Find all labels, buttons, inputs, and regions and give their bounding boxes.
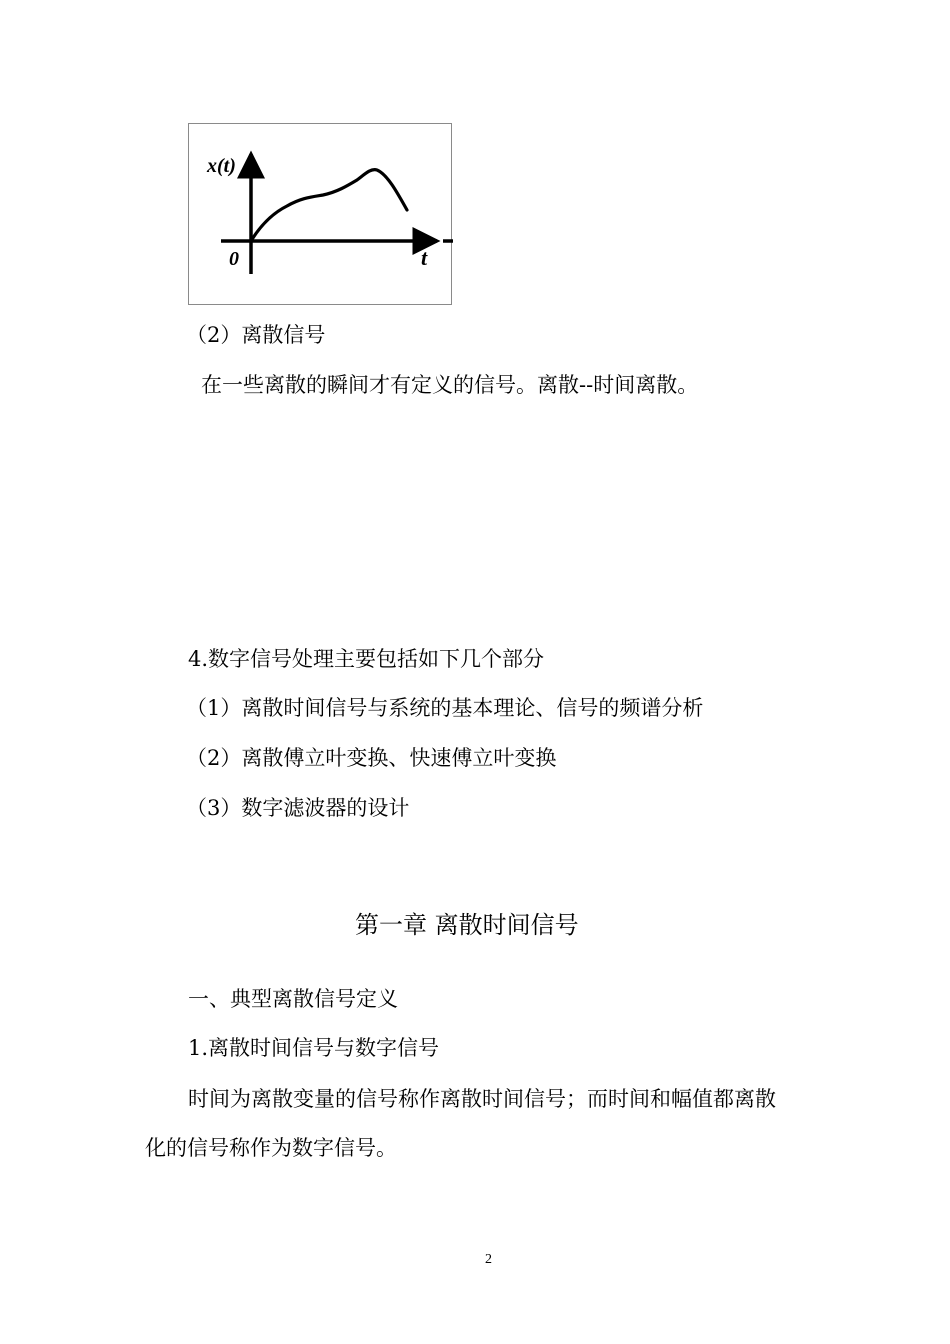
discrete-signal-heading: （2）离散信号 xyxy=(186,323,326,347)
y-axis-label: x(t) xyxy=(207,155,236,177)
origin-label: 0 xyxy=(229,248,239,270)
chapter-title: 第一章 离散时间信号 xyxy=(355,911,579,939)
dsp-item-1: （1）离散时间信号与系统的基本理论、信号的频谱分析 xyxy=(186,696,704,720)
dsp-item-2: （2）离散傅立叶变换、快速傅立叶变换 xyxy=(186,746,557,770)
page-number: 2 xyxy=(485,1252,492,1267)
paragraph-line-2: 化的信号称作为数字信号。 xyxy=(145,1136,397,1160)
subsection-title: 1.离散时间信号与数字信号 xyxy=(188,1036,440,1060)
dsp-item-3: （3）数字滤波器的设计 xyxy=(186,796,410,820)
signal-plot xyxy=(189,124,453,306)
continuous-signal-figure xyxy=(188,123,452,305)
discrete-signal-definition: 在一些离散的瞬间才有定义的信号。离散--时间离散。 xyxy=(201,373,699,397)
section-title: 一、典型离散信号定义 xyxy=(188,987,398,1011)
signal-curve xyxy=(251,170,407,241)
dsp-heading: 4.数字信号处理主要包括如下几个部分 xyxy=(188,647,545,671)
x-axis-label: t xyxy=(421,245,428,270)
paragraph-line-1: 时间为离散变量的信号称作离散时间信号；而时间和幅值都离散 xyxy=(188,1087,776,1111)
